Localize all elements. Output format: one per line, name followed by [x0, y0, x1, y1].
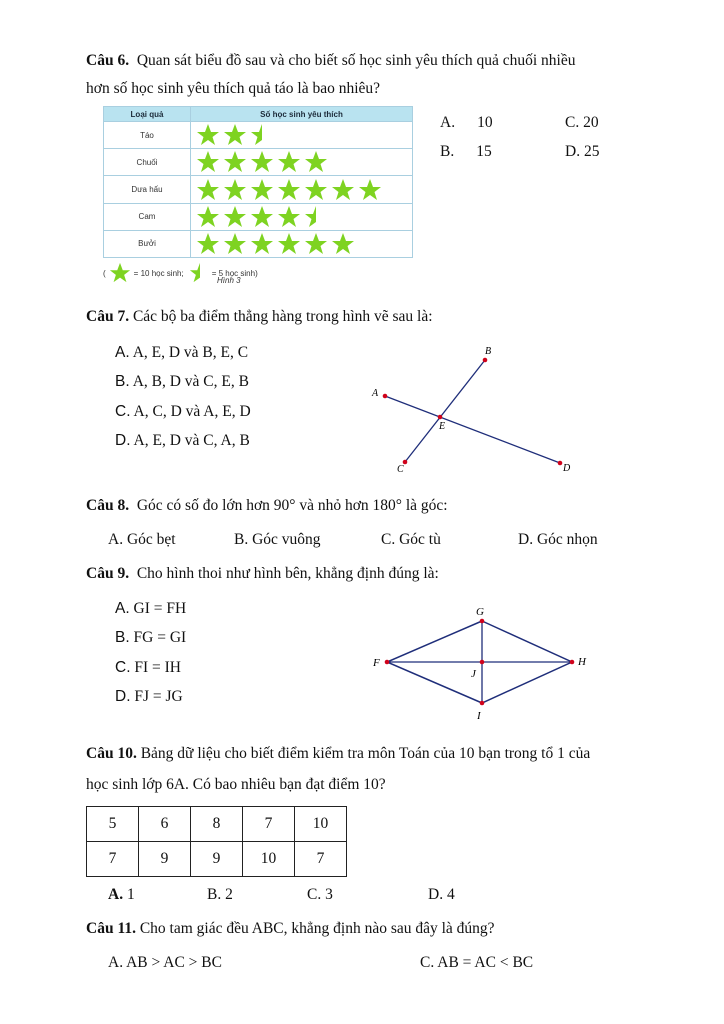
point-d [558, 461, 563, 466]
full-star-icon [249, 150, 275, 174]
q11-option-c: C. AB = AC < BC [420, 954, 534, 971]
full-star-icon [195, 178, 221, 202]
q11-option-a: A. AB > AC > BC [108, 954, 222, 971]
full-star-icon [222, 205, 248, 229]
full-star-icon [276, 232, 302, 256]
point-g [480, 619, 485, 624]
q6-option-a: A. 10 [440, 114, 493, 131]
q8-text: Câu 8. Góc có số đo lớn hơn 90° và nhỏ hơn 180° là góc: [86, 497, 448, 514]
full-star-icon [249, 205, 275, 229]
q7-text: Câu 7. Các bộ ba điểm thẳng hàng trong hình vẽ sau là: [86, 308, 433, 325]
q10-option-d: D. 4 [428, 886, 455, 903]
full-star-icon [106, 262, 134, 284]
full-star-icon [357, 178, 383, 202]
label-g: G [476, 606, 484, 618]
full-star-icon [249, 178, 275, 202]
full-star-icon [330, 232, 356, 256]
q8-option-b: B. Góc vuông [234, 531, 321, 548]
rhombus-figure [365, 600, 595, 725]
label-f: F [373, 657, 380, 669]
star-cell [191, 230, 413, 257]
header-fruit: Loại quả [104, 107, 191, 122]
full-star-icon [276, 178, 302, 202]
q11-text: Câu 11. Cho tam giác đều ABC, khẳng định nào sau đây là đúng? [86, 920, 495, 937]
label-d: D [563, 463, 571, 474]
full-star-icon [303, 178, 329, 202]
full-star-icon [276, 150, 302, 174]
point-b [483, 358, 488, 363]
q9-option-c: C. FI = IH [115, 659, 182, 676]
full-star-icon [222, 150, 248, 174]
table-row: Cam [104, 203, 413, 230]
full-star-icon [195, 123, 221, 147]
q9-option-d: D. FJ = JG [115, 688, 183, 705]
q6-text-line2: hơn số học sinh yêu thích quả táo là bao nhiêu? [86, 80, 381, 97]
q7-option-b: B. A, B, D và C, E, B [115, 373, 249, 390]
q10-option-b: B. 2 [207, 886, 233, 903]
full-star-icon [303, 232, 329, 256]
q8-option-d: D. Góc nhọn [518, 531, 598, 548]
line-ad [385, 396, 560, 463]
q9-option-a: A. GI = FH [115, 600, 187, 617]
figure-caption: Hình 3 [217, 276, 241, 285]
table-row: Táo [104, 122, 413, 149]
label-j: J [471, 668, 476, 680]
full-star-icon [303, 150, 329, 174]
point-f [385, 660, 390, 665]
q6-option-d: D. 25 [565, 143, 600, 160]
table-row: 5 6 8 7 10 [87, 807, 347, 842]
q9-text: Câu 9. Cho hình thoi như hình bên, khẳng định đúng là: [86, 565, 439, 582]
point-i [480, 701, 485, 706]
full-star-icon [195, 150, 221, 174]
point-j [480, 660, 485, 665]
point-h [570, 660, 575, 665]
q7-option-d: D. A, E, D và C, A, B [115, 432, 250, 449]
label-a: A [372, 388, 379, 399]
q7-option-c: C. A, C, D và A, E, D [115, 403, 251, 420]
pictograph-table [103, 106, 413, 258]
table-row: 7 9 9 10 7 [87, 842, 347, 877]
line-bc [405, 360, 485, 462]
point-a [383, 394, 388, 399]
full-star-icon [195, 232, 221, 256]
star-cell [191, 176, 413, 203]
label-h: H [578, 656, 586, 668]
pictograph-legend: ( = 10 học sinh; = 5 học sinh) [103, 262, 258, 284]
star-cell [191, 122, 413, 149]
header-count: Số học sinh yêu thích [191, 107, 413, 122]
table-row: Chuối [104, 149, 413, 176]
q9-option-b: B. FG = GI [115, 629, 187, 646]
q6-option-c: C. 20 [565, 114, 599, 131]
full-star-icon [222, 178, 248, 202]
table-row: Dưa hấu [104, 176, 413, 203]
label-c: C [397, 464, 404, 475]
half-star-icon [249, 123, 275, 147]
scores-table [86, 806, 347, 877]
q10-option-a: A. 1 [108, 886, 135, 903]
table-row: Bưởi [104, 230, 413, 257]
q6-option-b: B. 15 [440, 143, 492, 160]
full-star-icon [222, 232, 248, 256]
star-cell [191, 203, 413, 230]
label-e: E [439, 421, 446, 432]
half-star-icon [188, 262, 212, 284]
full-star-icon [249, 232, 275, 256]
star-cell [191, 149, 413, 176]
q6-text-line1: Câu 6. Quan sát biểu đồ sau và cho biết số học sinh yêu thích quả chuối nhiều [86, 52, 576, 69]
half-star-icon [303, 205, 329, 229]
q8-option-a: A. Góc bẹt [108, 531, 176, 548]
label-i: I [477, 710, 481, 722]
q10-text-line1: Câu 10. Bảng dữ liệu cho biết điểm kiểm tra môn Toán của 10 bạn trong tổ 1 của [86, 745, 591, 762]
point-e [438, 415, 443, 420]
q10-text-line2: học sinh lớp 6A. Có bao nhiêu bạn đạt điểm 10? [86, 776, 386, 793]
label-b: B [485, 346, 492, 357]
q8-option-c: C. Góc tù [381, 531, 441, 548]
full-star-icon [330, 178, 356, 202]
intersecting-lines-figure [360, 340, 590, 480]
full-star-icon [195, 205, 221, 229]
full-star-icon [276, 205, 302, 229]
full-star-icon [222, 123, 248, 147]
q7-option-a: A. A, E, D và B, E, C [115, 344, 249, 361]
q10-option-c: C. 3 [307, 886, 333, 903]
